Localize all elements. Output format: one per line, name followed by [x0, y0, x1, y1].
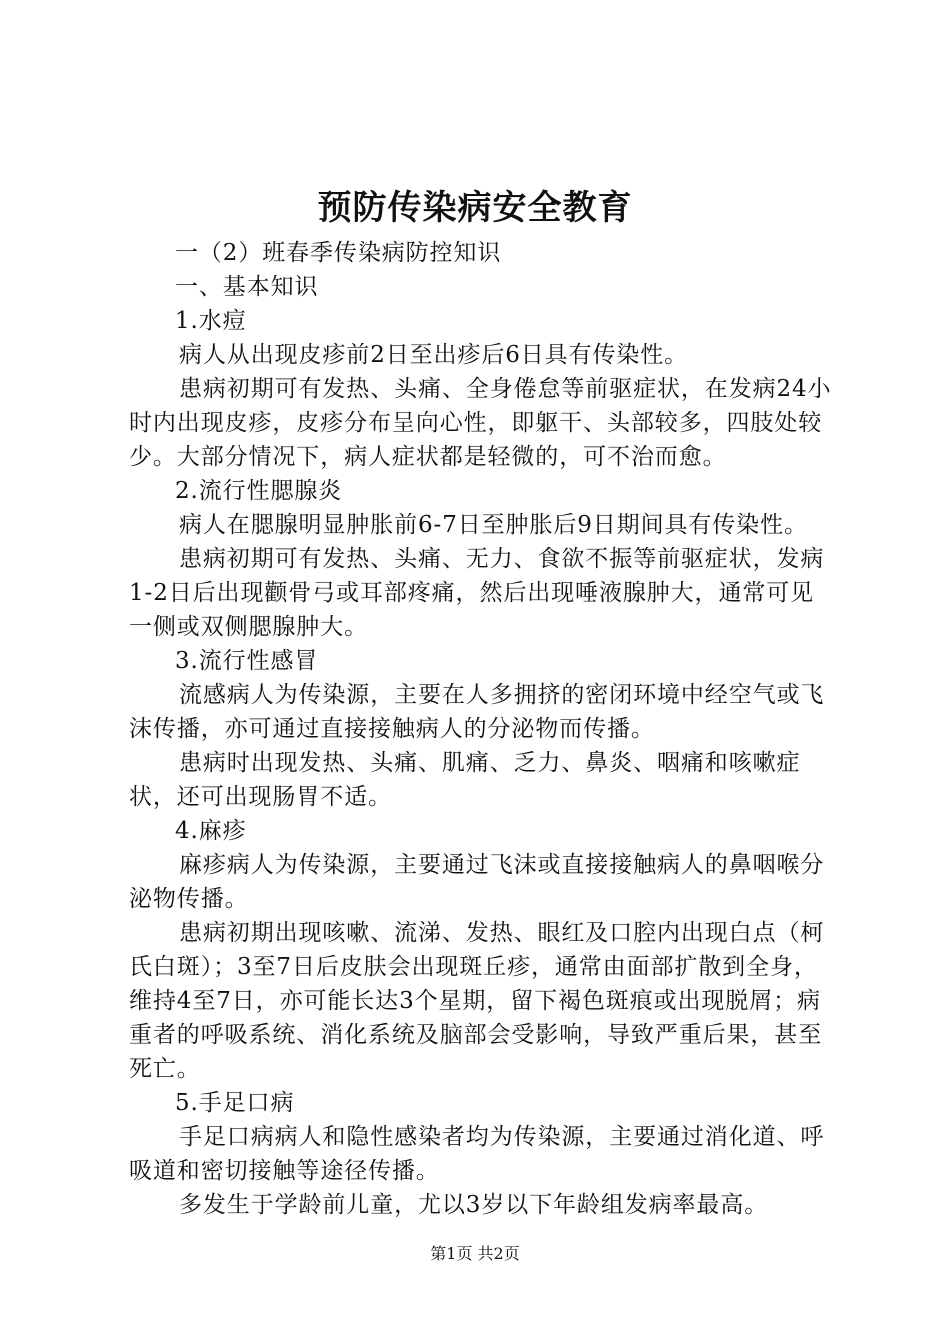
paragraph: 患病时出现发热、头痛、肌痛、乏力、鼻炎、咽痛和咳嗽症状，还可出现肠胃不适。 — [129, 750, 801, 810]
section-heading: 一、基本知识 — [175, 274, 319, 300]
document-title: 预防传染病安全教育 — [317, 188, 633, 228]
paragraph: 病人从出现皮疹前2日至出疹后6日具有传染性。 — [179, 342, 689, 368]
paragraph: 患病初期可有发热、头痛、全身倦怠等前驱症状，在发病24小时内出现皮疹，皮疹分布呈向心性，即躯干、头部较多，四肢处较少。大部分情况下，病人症状都是轻微的，可不治而愈。 — [129, 376, 832, 470]
paragraph: 多发生于学龄前儿童，尤以3岁以下年龄组发病率最高。 — [179, 1192, 769, 1218]
item-heading-chickenpox: 1.水痘 — [175, 308, 247, 334]
paragraph: 麻疹病人为传染源，主要通过飞沫或直接接触病人的鼻咽喉分泌物传播。 — [129, 852, 825, 912]
class-heading: 一（2）班春季传染病防控知识 — [175, 240, 502, 266]
page-number-footer: 第1页 共2页 — [430, 1244, 520, 1263]
item-heading-measles: 4.麻疹 — [175, 818, 247, 844]
item-heading-influenza: 3.流行性感冒 — [175, 648, 319, 674]
paragraph: 流感病人为传染源，主要在人多拥挤的密闭环境中经空气或飞沫传播，亦可通过直接接触病人的分泌物而传播。 — [129, 682, 825, 742]
document-body — [129, 236, 834, 1222]
paragraph: 患病初期可有发热、头痛、无力、食欲不振等前驱症状，发病1-2日后出现颧骨弓或耳部疼痛，然后出现唾液腺肿大，通常可见一侧或双侧腮腺肿大。 — [129, 546, 825, 640]
item-heading-mumps: 2.流行性腮腺炎 — [175, 478, 343, 504]
paragraph: 病人在腮腺明显肿胀前6-7日至肿胀后9日期间具有传染性。 — [179, 512, 808, 538]
item-heading-hfmd: 5.手足口病 — [175, 1090, 295, 1116]
paragraph: 患病初期出现咳嗽、流涕、发热、眼红及口腔内出现白点（柯氏白斑）；3至7日后皮肤会出现斑丘疹，通常由面部扩散到全身，维持4至7日，亦可能长达3个星期，留下褐色斑痕或出现脱屑；病重者的呼吸系统、消化系统及脑部会受影响，导致严重后果，甚至死亡。 — [129, 920, 825, 1082]
paragraph: 手足口病病人和隐性感染者均为传染源，主要通过消化道、呼吸道和密切接触等途径传播。 — [129, 1124, 825, 1184]
